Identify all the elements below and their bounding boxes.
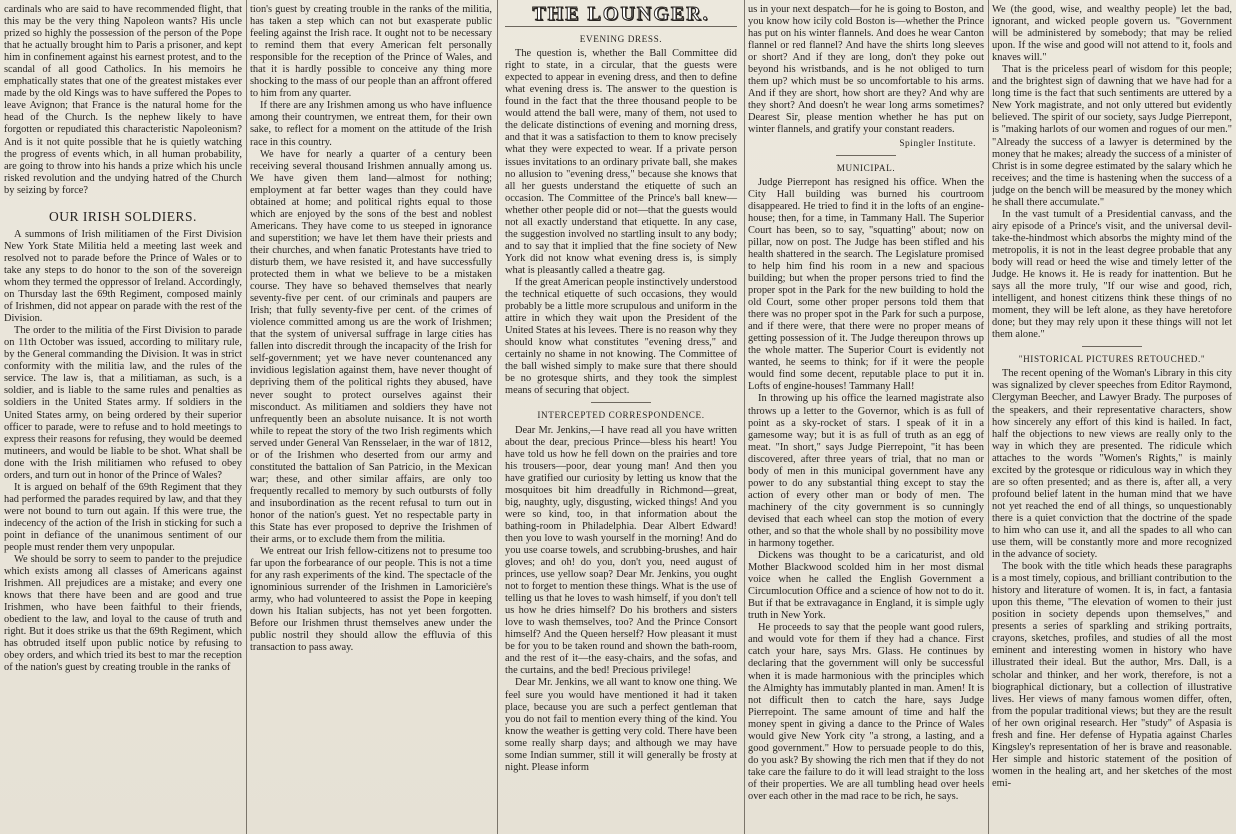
- article-paragraph: tion's guest by creating trouble in the ranks of the militia, has taken a step which can not but exasperate public feeling against the Irish race. It ought not to be necessary to remind them that every American felt personally responsible for the reception of the Prince of Wales, and that it is hardly possible to conceive any thing more shocking to the mass of our people than an affront offered to him from any quarter.: [250, 4, 492, 100]
- article-paragraph: In throwing up his office the learned magistrate also throws up a letter to the Governor, which is as full of point as a sky-rocket of stars. I speak of it in a gamesome way; but it is as full of truth as an egg of meat. "In short," says Judge Pierrepoint, "it has been discovered, after three years of trial, that no man or body of men in this municipal government have any power to do any substantial thing except to stay the action of every other man or body of men. The machinery of the city government is so cunningly devised that each wheel can stop the motion of every other, and so that the whole shall by no possibility move in harmony together.: [748, 393, 984, 550]
- article-paragraph: We have for nearly a quarter of a century been receiving several thousand Irishmen annually among us. We have given them land—almost for nothing; employment at far better wages than they could have obtained at home; and political rights equal to those which are enjoyed by the sons of the best and noblest Americans. They have come to us steeped in ignorance and superstition; we have let them have their priests and their churches, and when fanatic Protestants have tried to disturb them, we have resisted it, and have successfully protected them in what we believe to be a mistaken course. They have so behaved themselves that nearly seventy-five per cent. of our criminals and paupers are Irish; that fully seventy-five per cent. of the crimes of violence committed among us are the work of Irishmen; that the system of universal suffrage in large cities has fallen into discredit through the incapacity of the Irish for self-government; yet we have never countenanced any invidious legislation against them, have never thought of depriving them of the political rights they abused, have never sought to protect ourselves against their misconduct. As militiamen and soldiers they have not unfrequently been an absolute nuisance. It is not worth while to repeat the story of the two Irish regiments which served under General Van Rensselaer, in the war of 1812, or of the Irishmen who deserted from our army and constituted the battalion of San Patricio, in the Mexican war; these, and other similar affairs, are only too frequently recalled to memory by such outbursts of folly and insubordination as the recent refusal to turn out in honor of the nation's guest. Yet no respectable party in this State has ever proposed to deprive the Irishmen of their arms, or to exclude them from the militia.: [250, 148, 492, 546]
- column-rule: [744, 0, 745, 834]
- column-2: [250, 4, 492, 830]
- article-paragraph: In the vast tumult of a Presidential canvass, and the airy episode of a Prince's visit, and the universal devil-take-the-hindmost which absorbs the mighty mind of the metropolis, it is not in the least degree probable that any body will read or heed the wise and timely letter of the Judge. He knows it. He is ready for inattention. But he says all the more truly, "If our wise and good, rich, intelligent, and honest citizens think these things of no moment, they will be left alone, as they have heretofore done; but they may rely upon it these things will not let them alone.": [992, 208, 1232, 341]
- article-paragraph: The question is, whether the Ball Committee did right to state, in a circular, that the guests were expected to appear in evening dress, and then to define what evening dress is. The answer to the question is found in the fact that the three thousand people to be would attend the ball were, many of them, not used to the delicate distinctions of evening and morning dress, and that it was a satisfaction to them to know precisely what they were expected to wear. If a private person issues invitations to an ordinary private ball, she makes no allusion to "evening dress," because she knows that all her guests understand the etiquette of such an occasion. The Committee of the Prince's ball knew—whether other people did or not—that the guests would not all exactly understand that etiquette. In any case, the suggestion involved no startling insult to any body; and to say that it implied that the fine society of New York did not know what evening dress is, is simply what is pleasantly called a theatre gag.: [505, 48, 737, 276]
- article-paragraph: The order to the militia of the First Division to parade on 11th October was issued, according to military rule, by the General commanding the Division. It was in strict conformity with the militia law, and the rules of the service. The law is, that a militiaman, as such, is a soldier, and is liable to the same rules and penalties as soldiers in the United States army. If soldiers in the United States army, on being ordered by their superior officer to parade, were to refuse and to hold meetings to express their reasons for refusing, they would be deemed mutineers, and would be liable to be shot. What shall be done with the Irish militiamen who refused to obey orders, and turn out in honor of the Prince of Wales?: [4, 325, 242, 481]
- article-subheading: INTERCEPTED CORRESPONDENCE.: [537, 410, 705, 421]
- article-paragraph: A summons of Irish militiamen of the First Division New York State Militia held a meeting last week and resolved not to parade before the Prince of Wales or to take any steps to do honor to the son of the sovereign whom they termed the oppressor of Ireland. Accordingly, on Thursday last the 69th Regiment, composed mainly of Irishmen, did not appear on parade with the rest of the Division.: [4, 228, 242, 325]
- column-3-the-lounger: [502, 4, 740, 830]
- article-subheading: EVENING DRESS.: [579, 34, 663, 45]
- letter-signature: Spingler Institute.: [899, 138, 976, 149]
- article-paragraph: We entreat our Irish fellow-citizens not to presume too far upon the forbearance of our people. This is not a time for any rash experiments of the kind. The spectacle of the ignominious surrender of the Irishmen in Lamoricière's army, who had volunteered to assist the Pope in keeping down his Italian subjects, has not yet been forgotten. Before our Irishmen thrust themselves anew under the public nostril they should allow the effluvia of this transaction to pass away.: [250, 546, 492, 654]
- column-rule: [497, 0, 498, 834]
- section-divider: [836, 155, 896, 156]
- column-4: [748, 4, 984, 830]
- article-subheading: "HISTORICAL PICTURES RETOUCHED.": [1018, 354, 1206, 365]
- article-subheading: MUNICIPAL.: [836, 162, 896, 173]
- article-paragraph: Dickens was thought to be a caricaturist, and old Mother Blackwood scolded him in her most dismal voice when he called the English Government a Circumlocution Office and a science of how not to do it. But if that be extravagance in England, it is simple ugly truth in New York.: [748, 550, 984, 622]
- article-paragraph: If the great American people instinctively understood the technical etiquette of such occasions, they would probably be a little more scrupulous and uniform in the attire in which they wait upon the President of the United States at his levees. There is no reason why they should know what constitutes "evening dress," and certainly no shame in not knowing. The Committee of the ball wished simply to make sure that there should be no grotesque shirts, and they took the simplest means of securing that object.: [505, 276, 737, 397]
- article-paragraph: us in your next despatch—for he is going to Boston, and you know how icily cold Boston is—whether the Prince has put on his winter flannels. And does he wear Canton flannel or red flannel? And have the shirts long sleeves or short? And if they are long, don't they poke out beyond his wristbands, and is he not obliged to turn them up? which must be so uncomfortable to his arms. And if they are short, how short are they? And why are they short? And doesn't he wear long arms sometimes? Dearest Sir, please mention whether he has put on winter flannels, and gratify your constant readers.: [748, 4, 984, 136]
- column-rule: [246, 0, 247, 834]
- article-paragraph: That is the priceless pearl of wisdom for this people; and the brightest sign of dawning that we have had for a long time is the fact that such sentiments are uttered by a New York magistrate, and not only uttered but evidently believed. The spirit of our society, says Judge Pierrepont, is "making harlots of our women and rogues of our men." "Already the success of a lawyer is determined by the money that he makes; already the success of a minister of Christ is in some degree estimated by the salary which he receives; and the time is hastening when the success of a judge on the bench will be measured by the money which he shall there accumulate.": [992, 64, 1232, 208]
- column-1: [4, 4, 242, 830]
- article-paragraph: Dear Mr. Jenkins,—I have read all you have written about the dear, precious Prince—bless his heart! You have told us how he fell down on the prairies and tore his trousers—poor, dear young man! And then you have gratified our curiosity by letting us know that the mosquitoes bit him dreadfully in Richmond—great, big, naughty, ugly, disgusting, wicked things! And you were so kind, too, in that information about the bathing-room in Philadelphia. Dear Albert Edward! then you love to wash yourself in the morning! And do you use coarse towels, and scrubbing-brushes, and hair gloves; and oh! do you, don't you, need august of princes, use yellow soap? Dear Mr. Jenkins, you ought not to forget to mention these things. What is the use of telling us that he loves to wash himself, if you don't tell us how he dries himself? Do his brothers and sisters love to wash themselves, too? And the Prince Consort himself? And the Queen herself? How pleasant it must be for you to be taken round and shown the bath-room, and the rest of it—the easy-chairs, and the sofas, and the curtains, and the bed! Precious privilege!: [505, 424, 737, 677]
- article-paragraph: The recent opening of the Woman's Library in this city was signalized by clever speeches from Editor Raymond, Clergyman Beecher, and Lawyer Brady. The purposes of the speakers, and their representative characters, show how sincerely any effort of this kind is hailed. In fact, half the objections to new views are really only to the way in which they are presented. The ridicule which attaches to the words "Women's Rights," is mainly excited by the grotesque or ridiculous way in which they are so often presented; and as there is, after all, a very profound belief latent in the human mind that we have not yet reached the end of all things, so unquestionably there is a quiet conviction that the doctrine of the spade to him who can use it, and all the spades to all who can use them, will be constantly more and more recognized in the advance of society.: [992, 368, 1232, 561]
- section-divider: [591, 402, 651, 403]
- article-paragraph: We should be sorry to seem to pander to the prejudice which exists among all classes of Americans against Irishmen. All prejudices are a mistake; and every one knows that there have been and are good and true Irishmen, who have been faithful to their friends, obedient to the law, and loyal to the cause of truth and right. But it does strike us that the 69th Regiment, which has obtruded itself upon public notice by refusing to obey orders, and which tried its best to mar the reception of the nation's guest by creating trouble in the ranks of: [4, 554, 242, 674]
- article-paragraph: The book with the title which heads these paragraphs is a most timely, copious, and brilliant contribution to the history and literature of women. It is, in fact, a fantasia upon this theme, "The elevation of women to their just position in society depends upon themselves," and presents a series of sparkling and striking portraits, crayons, sketches, profiles, and studies of all the most eminent and interesting women in history who have illustrated their ideal. But the author, Mrs. Dall, is a scholar and thinker, and her work, therefore, is not a biographical dictionary, but a collection of illustrative lives. Her views of many famous women differ, often, from the popular traditional views; but they are the result of her own original research. Her "study" of Aspasia is fresh and fine. Her defense of Hypatia against Charles Kingsley's representation of her is brave and reasonable. Her simple and historic statement of the position of women in the healing art, and her sketches of the most emi-: [992, 561, 1232, 789]
- lounger-masthead: THE LOUNGER.: [505, 8, 737, 27]
- section-divider: [1082, 346, 1142, 347]
- article-paragraph: cardinals who are said to have recommended flight, that this may be the very thing Napoleon wants? His uncle prized so highly the possession of the person of the Pope that he actually brought him to Paris a prisoner, and kept him in confinement against his earnest protest, and to the scandal of all good Catholics. In his memoirs he emphatically states that one of the greatest mistakes ever made by the old Kings was to have suffered the Popes to leave Avignon; that France is the natural home for the head of the Church. Is the nephew likely to have forgotten or repudiated this characteristic Napoleonism? And is it not quite possible that he is quietly watching the progress of events which, in all human probability, are going to throw into his hands a prize which his uncle risked revolution and the undying hatred of the Church by seizing by force?: [4, 4, 242, 196]
- article-paragraph: Judge Pierrepont has resigned his office. When the City Hall building was burned his courtroom disappeared. He tried to find it in the lofts of an engine-house; then, for a time, in Tammany Hall. The Superior Court has been, so to say, "squatting" about; now on pillar, now on post. The Judge has been stifled and his health shattered in the search. The Legislature promised to help him find his room in a new and spacious building; but when the proper persons tried to find the proper spot in the Park for the new building to hold the old Court, some other proper persons told them that there was no proper spot in the Park for such a purpose, and if there were, that there were no proper means of getting possession of it. The Judge thereupon throws up the whole matter. The Superior Court is evidently not wanted, he seems to think; for if it were the people would find some decent, reputable place to put it in. Lofts of engine-houses! Tammany Hall!: [748, 176, 984, 393]
- article-paragraph: It is argued on behalf of the 69th Regiment that they had performed the parades required by law, and that they were not bound to turn out again. If this were true, the indecency of the action of the Irish in sticking for such a point in defiance of the unanimous sentiment of our people must render them very unpopular.: [4, 481, 242, 554]
- column-5: [992, 4, 1232, 830]
- article-paragraph: He proceeds to say that the people want good rulers, and would vote for them if they had a chance. First catch your hare, says Mrs. Glass. He continues by declaring that the government will only be successful when it is made harmonious with the principles which the Almighty has immutably planted in man. Amen! It is not difficult then to catch the hare, says Judge Pierrepoint. The same amount of time and half the money spent in giving a dance to the Prince of Wales would give New York city "a strong, a lasting, and a good government." How to persuade people to do this, do you ask? By showing the rich men that if they do not take care the failure to do it will lead straight to the loss of their properties. We are all tumbling head over heels over each other in the mad race to be rich, he says.: [748, 622, 984, 802]
- article-paragraph: Dear Mr. Jenkins, we all want to know one thing. We feel sure you would have mentioned it had it taken place, because you are such a perfect gentleman that you do not fail to mention every thing of the kind. You know the weather is getting very cold. There have been some really sharp days; and although we may have some Indian summer, still it will generally be frosty at night. Please inform: [505, 677, 737, 773]
- article-paragraph: We (the good, wise, and wealthy people) let the bad, ignorant, and wicked people govern us. "Government will be administered by somebody; that may be relied upon. If the wise and good will not attend to it, fools and knaves will.": [992, 4, 1232, 64]
- article-paragraph: If there are any Irishmen among us who have influence among their countrymen, we entreat them, for their own sake, to reflect for a moment on the attitude of the Irish race in this country.: [250, 100, 492, 148]
- section-heading: OUR IRISH SOLDIERS.: [49, 208, 197, 224]
- column-rule: [988, 0, 989, 834]
